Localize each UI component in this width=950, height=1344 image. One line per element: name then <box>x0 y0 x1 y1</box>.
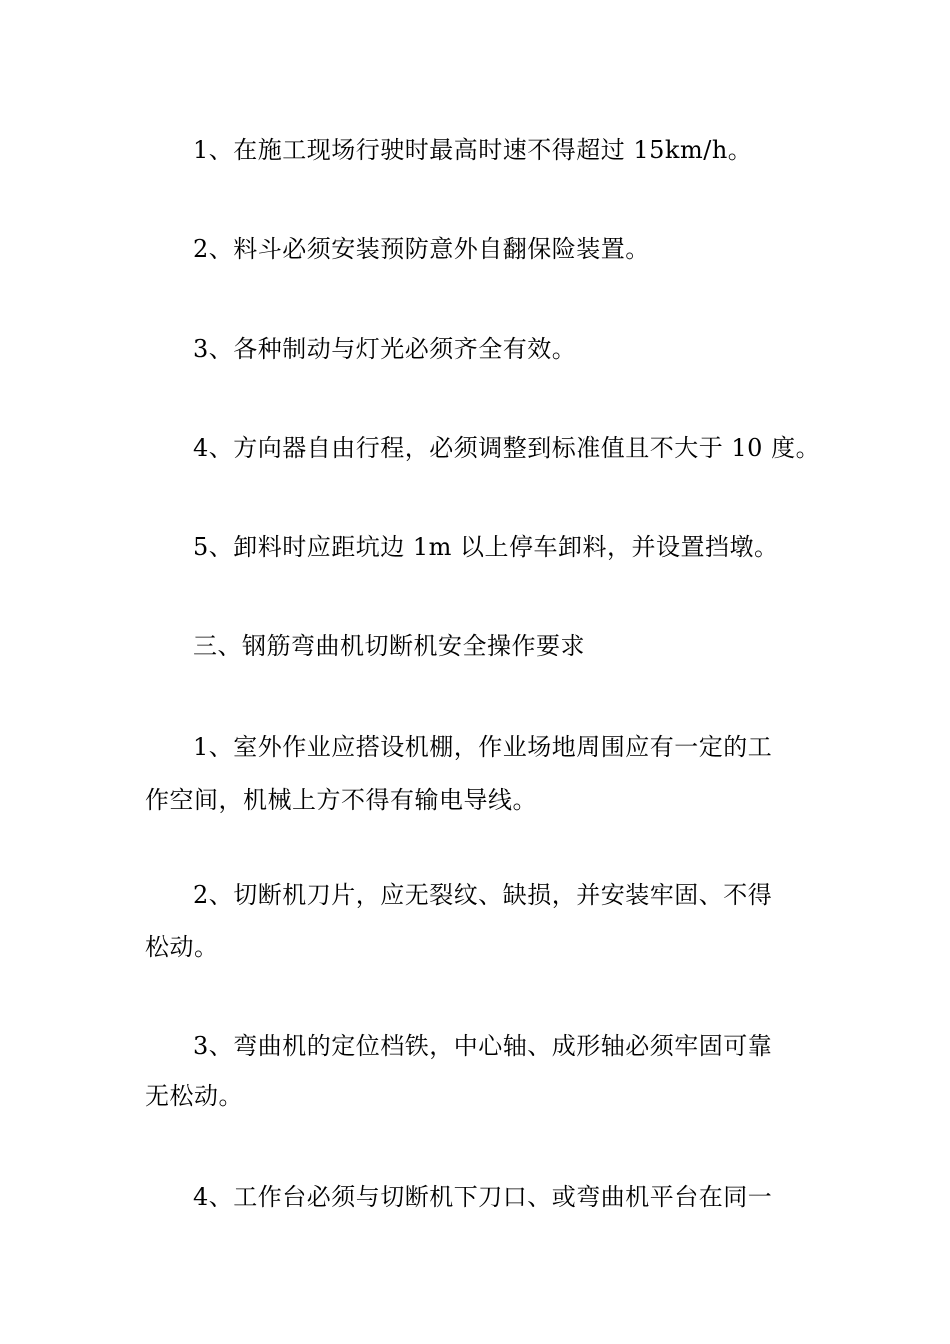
paragraph-line: 3、弯曲机的定位档铁，中心轴、成形轴必须牢固可靠 <box>193 1032 773 1060</box>
paragraph-line: 作空间，机械上方不得有输电导线。 <box>145 786 537 814</box>
paragraph-line: 1、在施工现场行驶时最高时速不得超过 15km/h。 <box>193 136 753 164</box>
paragraph-line: 1、室外作业应搭设机棚，作业场地周围应有一定的工 <box>193 733 773 761</box>
paragraph-line: 2、切断机刀片，应无裂纹、缺损，并安装牢固、不得 <box>193 881 773 909</box>
paragraph-line: 4、方向器自由行程，必须调整到标准值且不大于 10 度。 <box>193 434 821 462</box>
paragraph-line: 3、各种制动与灯光必须齐全有效。 <box>193 335 577 363</box>
paragraph-line: 2、料斗必须安装预防意外自翻保险装置。 <box>193 235 650 263</box>
paragraph-line: 5、卸料时应距坑边 1m 以上停车卸料，并设置挡墩。 <box>193 533 779 561</box>
paragraph-line: 4、工作台必须与切断机下刀口、或弯曲机平台在同一 <box>193 1183 773 1211</box>
section-heading: 三、钢筋弯曲机切断机安全操作要求 <box>193 632 585 660</box>
paragraph-line: 松动。 <box>145 933 219 961</box>
paragraph-line: 无松动。 <box>145 1082 243 1110</box>
